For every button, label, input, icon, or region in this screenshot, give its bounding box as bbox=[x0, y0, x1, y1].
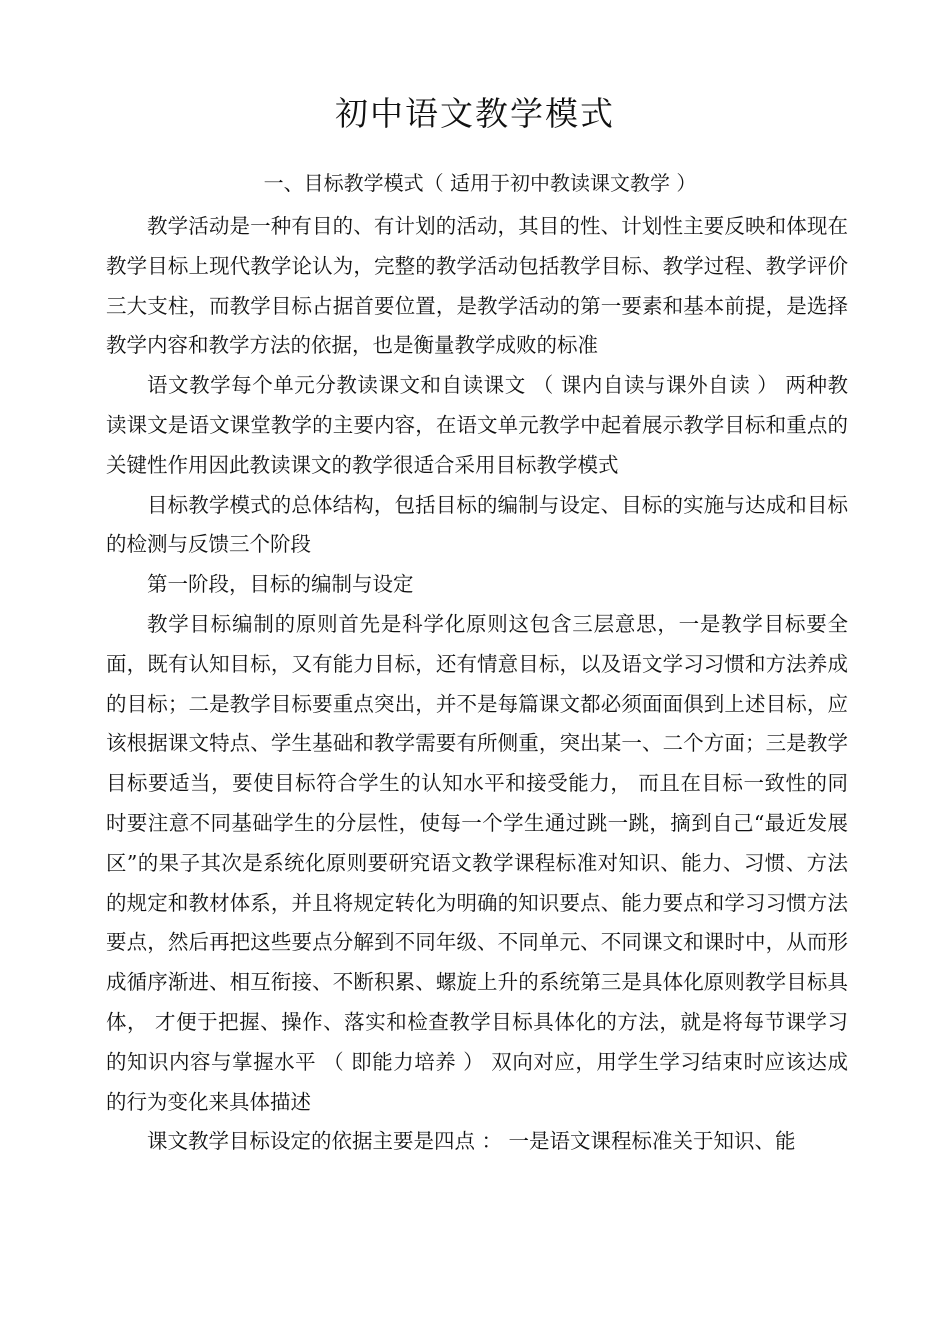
paragraph-2: 语文教学每个单元分教读课文和自读课文 （ 课内自读与课外自读 ） 两种教读课文是语文课堂教学的主要内容，在语文单元教学中起着展示教学目标和重点的关键性作用因此教读课文的教学很适合采用目标教学模式 bbox=[106, 373, 848, 477]
document-title: 初中语文教学模式 bbox=[335, 94, 615, 133]
paragraph-3: 目标教学模式的总体结构，包括目标的编制与设定、目标的实施与达成和目标的检测与反馈三个阶段 bbox=[106, 492, 848, 557]
document-body bbox=[106, 207, 848, 1162]
paragraph-5: 教学目标编制的原则首先是科学化原则这包含三层意思，一是教学目标要全面，既有认知目标，又有能力目标，还有情意目标，以及语文学习习惯和方法养成的目标；二是教学目标要重点突出，并不是每篇课文都必须面面俱到上述目标，应该根据课文特点、学生基础和教学需要有所侧重，突出某一、二个方面；三是教学目标要适当，要使目标符合学生的认知水平和接受能力， 而且在目标一致性的同时要注意不同基础学生的分层性，使每一个学生通过跳一跳，摘到自己“最近发展区”的果子其次是系统化原则要研究语文教学课程标准对知识、能力、习惯、方法的规定和教材体系，并且将规定转化为明确的知识要点、能力要点和学习习惯方法要点，然后再把这些要点分解到不同年级、不同单元、不同课文和课时中，从而形成循序渐进、相互衔接、不断积累、螺旋上升的系统第三是具体化原则教学目标具体， 才便于把握、操作、落实和检查教学目标具体化的方法，就是将每节课学习的知识内容与掌握水平 （ 即能力培养 ） 双向对应，用学生学习结束时应该达成的行为变化来具体描述 bbox=[106, 611, 848, 1114]
paragraph-6: 课文教学目标设定的依据主要是四点 ： 一是语文课程标准关于知识、能 bbox=[147, 1129, 796, 1154]
paragraph-4-stage-heading: 第一阶段，目标的编制与设定 bbox=[147, 572, 414, 597]
paragraph-1: 教学活动是一种有目的、有计划的活动，其目的性、计划性主要反映和体现在教学目标上现代教学论认为，完整的教学活动包括教学目标、教学过程、教学评价三大支柱，而教学目标占据首要位置，是教学活动的第一要素和基本前提，是选择教学内容和教学方法的依据，也是衡量教学成败的标准 bbox=[106, 214, 848, 358]
section-heading: 一、目标教学模式（ 适用于初中教读课文教学 ） bbox=[263, 171, 697, 195]
